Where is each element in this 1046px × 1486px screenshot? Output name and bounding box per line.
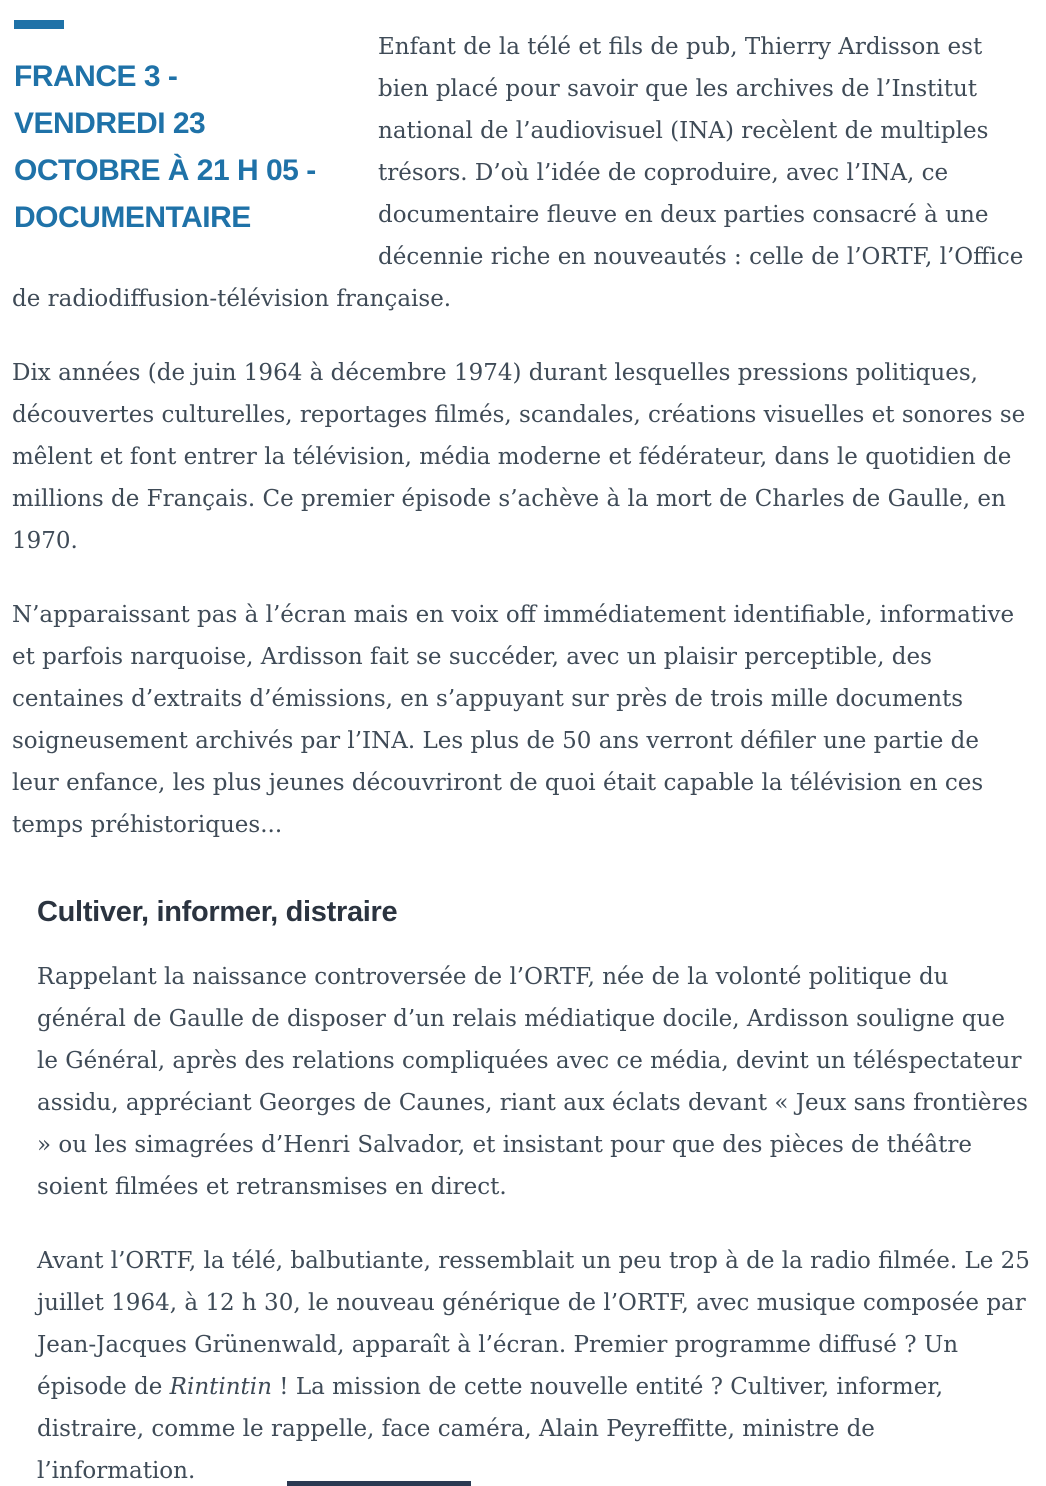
paragraph-text-after-title: ! La mission de cette nouvelle entité ? Cultiver, informer, distraire, comme le rappelle, face caméra, Alain Peyreffitte, ministre de l’information. xyxy=(37,1374,944,1484)
program-info-block xyxy=(12,26,378,278)
article-paragraph-ortf-birth: Rappelant la naissance controversée de l’ORTF, née de la volonté politique du général de Gaulle de disposer d’un relais médiatique docile, Ardisson souligne que le Général, après des relations compliquées avec ce média, devint un téléspectateur assidu, appréciant Georges de Caunes, riant aux éclats devant « Jeux sans frontières » ou les simagrées d’Henri Salvador, et insistant pour que des pièces de théâtre soient filmées et retransmises en direct. xyxy=(37,964,1028,1200)
article-paragraph-intro: Enfant de la télé et fils de pub, Thierry Ardisson est bien placé pour savoir que les archives de l’Institut national de l’audiovisuel (INA) recèlent de multiples trésors. D’où l’idée de coproduire, avec l’INA, ce documentaire fleuve en deux parties consacré à une décennie riche en nouveautés : celle de l’ORTF, l’Office de radiodiffusion-télévision française. xyxy=(12,34,1024,312)
program-kicker xyxy=(14,53,378,241)
kicker-line-day: VENDREDI 23 xyxy=(14,107,206,140)
accent-bar xyxy=(14,20,64,29)
article-sub-section xyxy=(12,894,1032,1486)
kicker-line-genre: DOCUMENTAIRE xyxy=(14,201,251,234)
article-paragraph-voiceover: N’apparaissant pas à l’écran mais en voix off immédiatement identifiable, informative et parfois narquoise, Ardisson fait se succéder, avec un plaisir perceptible, des centaines d’extraits d’émissions, en s’appuyant sur près de trois mille documents soigneusement archivés par l’INA. Les plus de 50 ans verront défiler une partie de leur enfance, les plus jeunes découvriront de quoi était capable la télévision en ces temps préhistoriques... xyxy=(12,602,1015,838)
paragraph-text-before-title: Avant l’ORTF, la télé, balbutiante, ressemblait un peu trop à de la radio filmée. Le 25 juillet 1964, à 12 h 30, le nouveau générique de l’ORTF, avec musique composée par Jean-Jacques Grünenwald, apparaît à l’écran. Premier programme diffusé ? Un épisode de xyxy=(37,1248,1030,1400)
section-heading: Cultiver, informer, distraire xyxy=(37,896,398,928)
show-title-italic: Rintintin xyxy=(169,1374,272,1400)
kicker-line-channel: FRANCE 3 - xyxy=(14,60,178,93)
article-paragraph-first-broadcast xyxy=(37,1240,1032,1486)
article-paragraph-decade: Dix années (de juin 1964 à décembre 1974) durant lesquelles pressions politiques, découvertes culturelles, reportages filmés, scandales, créations visuelles et sonores se mêlent et font entrer la télévision, média moderne et fédérateur, dans le quotidien de millions de Français. Ce premier épisode s’achève à la mort de Charles de Gaulle, en 1970. xyxy=(12,360,1026,554)
kicker-line-time: OCTOBRE À 21 H 05 - xyxy=(14,154,316,187)
bottom-partial-bar xyxy=(287,1481,471,1486)
